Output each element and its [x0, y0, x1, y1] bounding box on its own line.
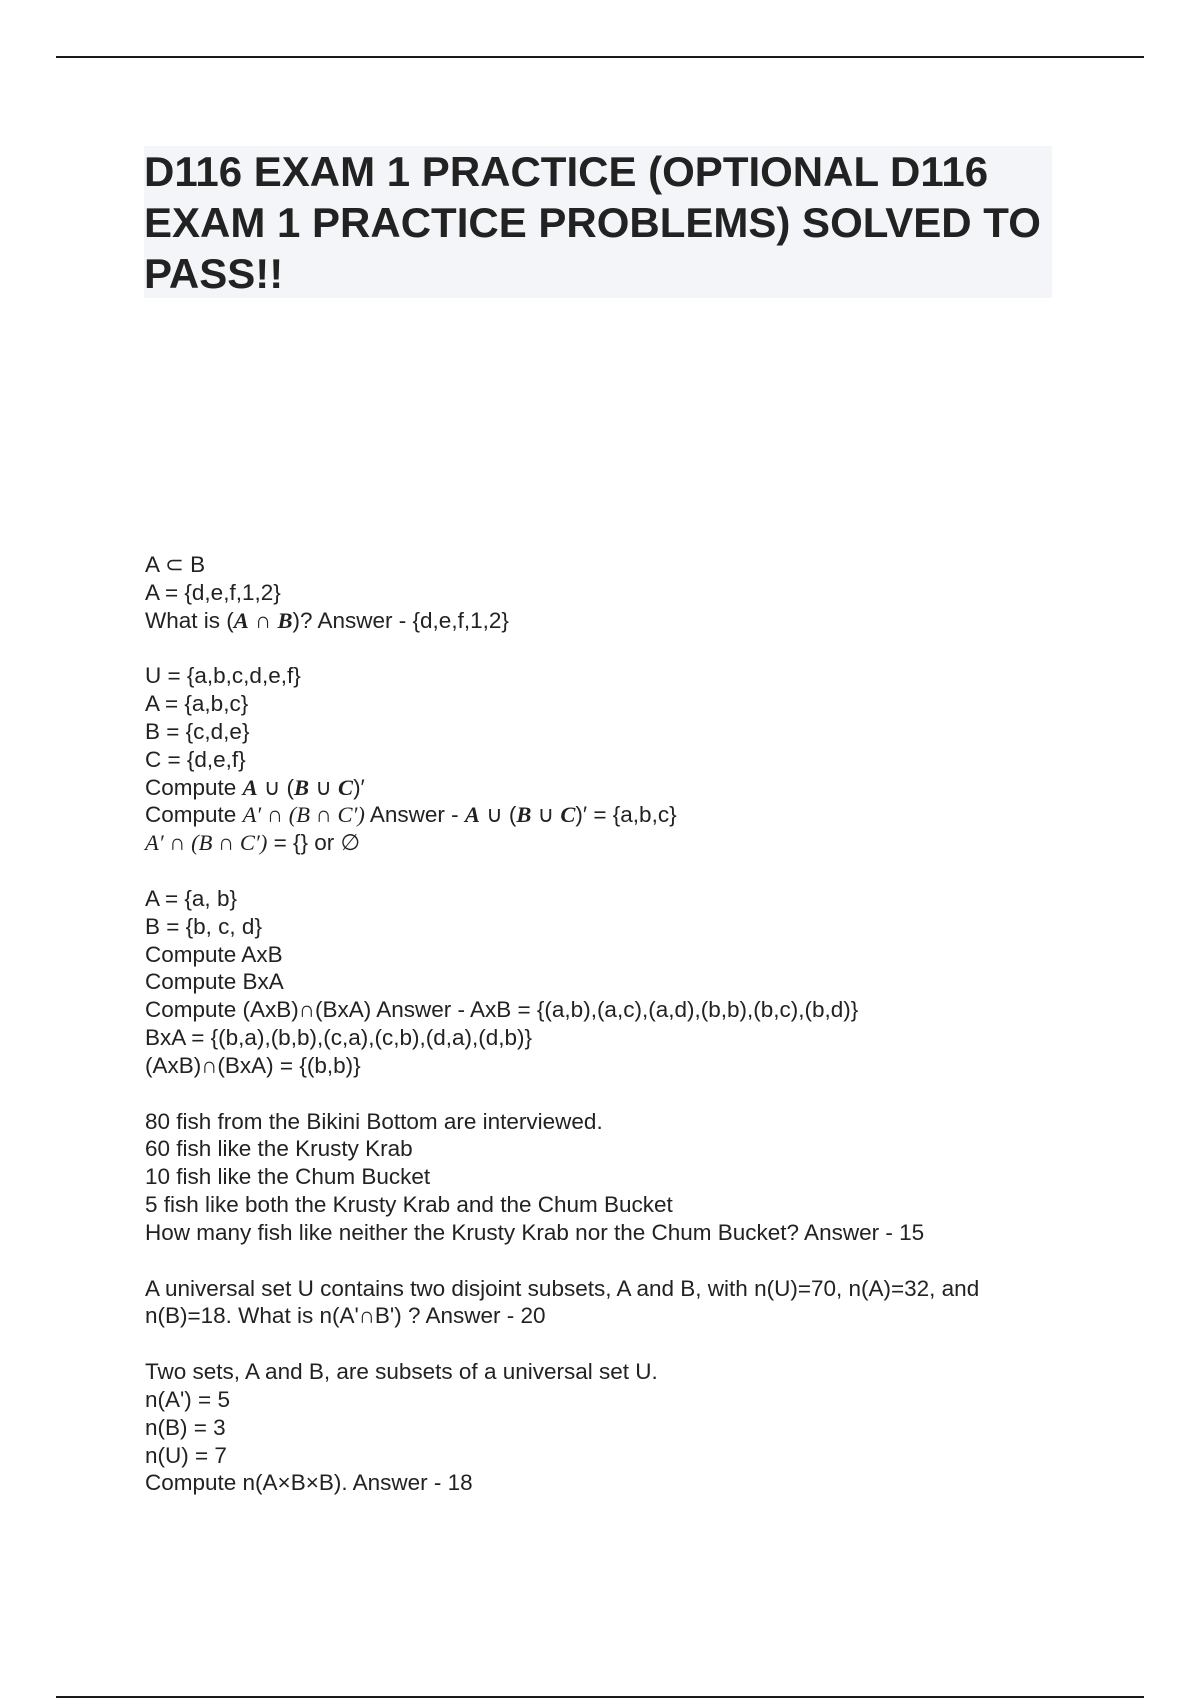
- footer-rule: [56, 1696, 1144, 1698]
- text-line: n(B) = 3: [145, 1414, 226, 1440]
- text-line: B = {b, c, d}: [145, 913, 262, 939]
- text-line: n(B)=18. What is n(A'∩B') ? Answer - 20: [145, 1303, 546, 1329]
- problem-1: [145, 551, 1065, 634]
- problem-4: [145, 1108, 1065, 1247]
- text-line: n(U) = 7: [145, 1442, 227, 1468]
- text-line: A = {d,e,f,1,2}: [145, 579, 281, 605]
- text-line: A universal set U contains two disjoint subsets, A and B, with n(U)=70, n(A)=32, and: [145, 1275, 980, 1301]
- question-line: What is (A ∩ B)? Answer - {d,e,f,1,2}: [145, 607, 509, 633]
- text-line: Compute n(A×B×B). Answer - 18: [145, 1470, 473, 1496]
- text-line: Two sets, A and B, are subsets of a universal set U.: [145, 1359, 658, 1385]
- problem-2: [145, 662, 1065, 857]
- problem-6: [145, 1358, 1065, 1497]
- text-line: BxA = {(b,a),(b,b),(c,a),(c,b),(d,a),(d,b)}: [145, 1024, 533, 1050]
- text-line: 60 fish like the Krusty Krab: [145, 1136, 413, 1162]
- document-body: [145, 551, 1065, 1525]
- text-line: A = {a, b}: [145, 885, 237, 911]
- text-line: Compute (AxB)∩(BxA) Answer - AxB = {(a,b),(a,c),(a,d),(b,b),(b,c),(b,d)}: [145, 997, 859, 1023]
- title-banner: [144, 146, 1052, 298]
- answer-line: A′ ∩ (B ∩ C′) = {} or ∅: [145, 830, 361, 856]
- problem-3: [145, 885, 1065, 1080]
- text-line: n(A') = 5: [145, 1386, 230, 1412]
- text-line: (AxB)∩(BxA) = {(b,b)}: [145, 1052, 361, 1078]
- header-rule: [56, 56, 1144, 58]
- text-line: Compute AxB: [145, 941, 283, 967]
- text-line: 80 fish from the Bikini Bottom are interviewed.: [145, 1108, 603, 1134]
- text-line: 5 fish like both the Krusty Krab and the Chum Bucket: [145, 1191, 673, 1217]
- compute-answer-line: Compute A′ ∩ (B ∩ C′) Answer - A ∪ (B ∪ C)′ = {a,b,c}: [145, 802, 677, 828]
- text-line: 10 fish like the Chum Bucket: [145, 1164, 431, 1190]
- text-line: A ⊂ B: [145, 552, 206, 577]
- text-line: How many fish like neither the Krusty Krab nor the Chum Bucket? Answer - 15: [145, 1219, 925, 1245]
- document-title: D116 EXAM 1 PRACTICE (OPTIONAL D116 EXAM 1 PRACTICE PROBLEMS) SOLVED TO PASS!!: [144, 148, 1041, 297]
- problem-5: [145, 1275, 1065, 1331]
- text-line: Compute BxA: [145, 969, 284, 995]
- text-line: C = {d,e,f}: [145, 746, 246, 772]
- text-line: A = {a,b,c}: [145, 691, 249, 717]
- text-line: U = {a,b,c,d,e,f}: [145, 663, 301, 689]
- compute-line: Compute A ∪ (B ∪ C)′: [145, 774, 365, 800]
- text-line: B = {c,d,e}: [145, 718, 250, 744]
